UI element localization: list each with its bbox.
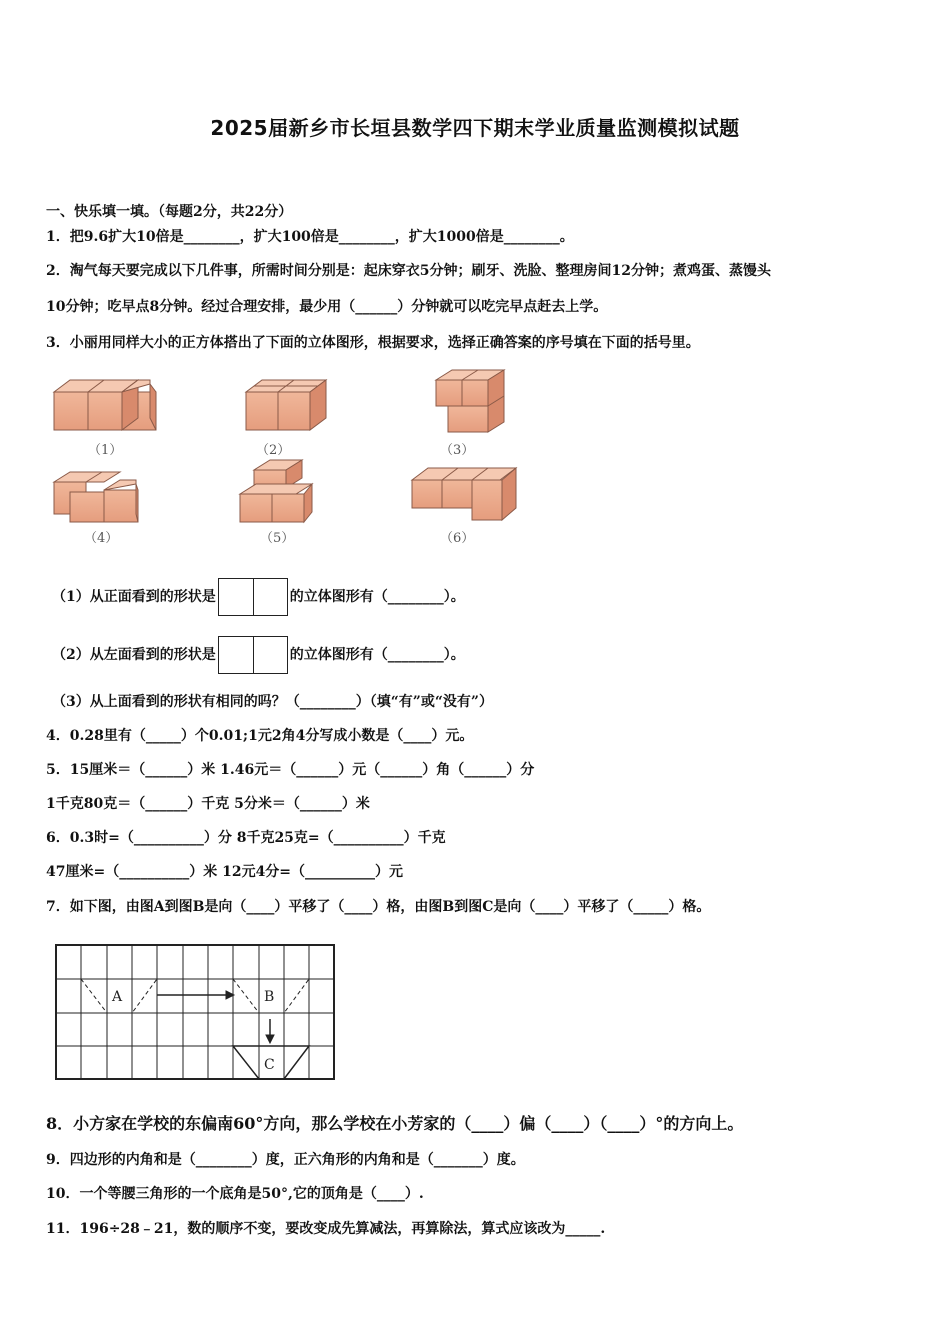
arrow-a-to-b	[157, 991, 234, 999]
question-3-1	[52, 577, 465, 617]
question-9: 9．四边形的内角和是（________）度，正六角形的内角和是（_______）度。	[46, 1152, 525, 1168]
figure-4-label: （4）	[84, 531, 119, 546]
figure-6-label: （6）	[440, 531, 475, 546]
figure-5-label: （5）	[260, 531, 295, 546]
shape-a-label: A	[112, 989, 123, 1005]
question-7: 7．如下图，由图A到图B是向（____）平移了（____）格，由图B到图C是向（____）平移了（_____）格。	[46, 899, 711, 915]
cube-figure-3	[436, 370, 504, 432]
figure-2-label: （2）	[256, 443, 291, 458]
question-3-1-prefix: （1）从正面看到的形状是	[52, 589, 216, 605]
cube-figure-5	[240, 460, 312, 522]
question-2-line-2: 10分钟；吃早点8分钟。经过合理安排，最少用（______）分钟就可以吃完早点赶去上学。	[46, 299, 608, 315]
question-3-2-prefix: （2）从左面看到的形状是	[52, 647, 216, 663]
grid-lines	[56, 945, 334, 1079]
shape-b-label: B	[264, 989, 275, 1005]
question-3-2-suffix: 的立体图形有（________）。	[289, 647, 465, 663]
question-8: 8．小方家在学校的东偏南60°方向，那么学校在小芳家的（____）偏（____）（____）°的方向上。	[46, 1114, 744, 1133]
question-1: 1．把9.6扩大10倍是________，扩大100倍是________，扩大1000倍是________。	[46, 229, 574, 245]
left-view-shape	[218, 636, 288, 674]
question-3-3: （3）从上面看到的形状有相同的吗？（________）（填“有”或“没有”）	[52, 694, 493, 710]
question-4: 4．0.28里有（_____）个0.01;1元2角4分写成小数是（____）元。	[46, 728, 474, 744]
section-heading: 一、快乐填一填。（每题2分，共22分）	[46, 204, 293, 220]
question-5-line-1: 5．15厘米＝（______）米 1.46元＝（______）元（______）角（______）分	[46, 762, 535, 778]
front-view-shape	[218, 578, 288, 616]
cube-figures	[40, 362, 560, 552]
cube-figure-6	[412, 468, 516, 520]
question-10: 10．一个等腰三角形的一个底角是50°,它的顶角是（____）.	[46, 1186, 424, 1202]
arrow-b-to-c	[266, 1019, 274, 1043]
cube-figure-1	[54, 380, 156, 430]
figure-1-label: （1）	[88, 443, 123, 458]
question-3: 3．小丽用同样大小的正方体搭出了下面的立体图形，根据要求，选择正确答案的序号填在下面的括号里。	[46, 335, 700, 351]
question-6-line-1: 6．0.3时=（__________）分 8千克25克=（__________）千克	[46, 830, 446, 846]
cube-figure-4	[54, 472, 138, 522]
question-3-1-suffix: 的立体图形有（________）。	[289, 589, 465, 605]
translation-grid	[54, 943, 338, 1083]
question-5-line-2: 1千克80克＝（______）千克 5分米＝（______）米	[46, 796, 370, 812]
question-11: 11．196÷28﹣21，数的顺序不变，要改变成先算减法，再算除法，算式应该改为_____.	[46, 1221, 606, 1237]
shape-c-label: C	[264, 1057, 275, 1073]
question-3-2	[52, 635, 465, 675]
page-title: 2025届新乡市长垣县数学四下期末学业质量监测模拟试题	[210, 116, 740, 140]
figure-3-label: （3）	[440, 443, 475, 458]
question-2-line-1: 2．淘气每天要完成以下几件事，所需时间分别是：起床穿衣5分钟；刷牙、洗脸、整理房间12分钟；煮鸡蛋、蒸馒头	[46, 263, 771, 279]
question-6-line-2: 47厘米=（__________）米 12元4分=（__________）元	[46, 864, 404, 880]
cube-figure-2	[246, 380, 326, 430]
